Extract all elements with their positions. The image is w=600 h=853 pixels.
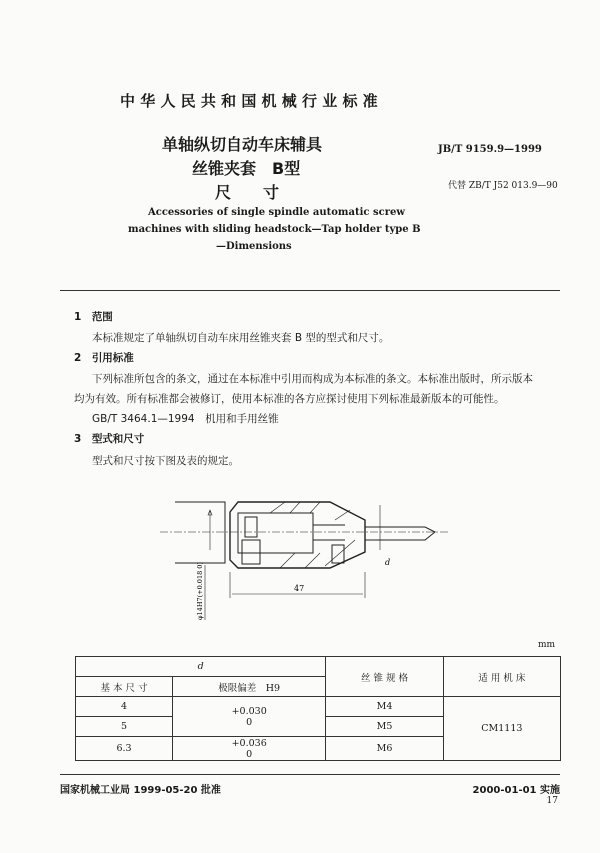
section-2-text-1: 下列标准所包含的条文，通过在本标准中引用而构成为本标准的条文。本标准出版时，所示版本 bbox=[92, 373, 533, 385]
dim-length-label: 47 bbox=[294, 584, 305, 593]
title-line-2: 丝锥夹套 B型 bbox=[192, 159, 301, 178]
page-number: 17 bbox=[546, 796, 558, 806]
col-machine: 适 用 机 床 bbox=[443, 657, 560, 697]
effective-date: 2000-01-01 实施 bbox=[472, 785, 560, 796]
english-title-2: machines with sliding headstock—Tap holder type B bbox=[128, 224, 421, 235]
tolerance-1: +0.030 0 bbox=[173, 697, 326, 737]
section-1-heading: 1 范围 bbox=[74, 311, 113, 323]
machine-cell: CM1113 bbox=[443, 697, 560, 761]
col-tol: 极限偏差 H9 bbox=[173, 677, 326, 697]
table-row: 6.3 +0.036 0 M6 bbox=[76, 737, 561, 761]
table-row: 4 +0.030 0 M4 CM1113 bbox=[76, 697, 561, 717]
unit-label: mm bbox=[538, 640, 556, 650]
standard-number: JB/T 9159.9—1999 bbox=[438, 144, 542, 155]
section-3-text: 型式和尺寸按下图及表的规定。 bbox=[92, 455, 239, 467]
replaces-standard: 代替 ZB/T J52 013.9—90 bbox=[448, 181, 558, 191]
section-1-text: 本标准规定了单轴纵切自动车床用丝锥夹套 B 型的型式和尺寸。 bbox=[92, 332, 390, 344]
col-d: d bbox=[76, 657, 326, 677]
col-tap: 丝 锥 规 格 bbox=[326, 657, 443, 697]
referenced-standard: GB/T 3464.1—1994 机用和手用丝锥 bbox=[92, 413, 279, 425]
tolerance-2: +0.036 0 bbox=[173, 737, 326, 761]
table-row: 5 M5 bbox=[76, 717, 561, 737]
dimensions-table bbox=[75, 656, 561, 761]
title-line-3: 尺 寸 bbox=[215, 183, 280, 202]
col-basic: 基 本 尺 寸 bbox=[76, 677, 173, 697]
section-3-heading: 3 型式和尺寸 bbox=[74, 433, 145, 445]
dim-bore-label: φ14H7(+0.018 0) bbox=[196, 562, 204, 620]
dim-d-label: d bbox=[385, 558, 391, 567]
english-title-1: Accessories of single spindle automatic screw bbox=[148, 207, 405, 218]
tap-holder-drawing bbox=[160, 480, 460, 620]
title-line-1: 单轴纵切自动车床辅具 bbox=[162, 135, 323, 154]
approval-note: 国家机械工业局 1999-05-20 批准 bbox=[60, 785, 221, 796]
issuing-org: 中 华 人 民 共 和 国 机 械 行 业 标 准 bbox=[120, 92, 378, 110]
section-2-heading: 2 引用标准 bbox=[74, 352, 134, 364]
section-2-text-2: 均为有效。所有标准都会被修订，使用本标准的各方应探讨使用下列标准最新版本的可能性。 bbox=[74, 393, 505, 405]
footer-divider bbox=[60, 774, 560, 775]
english-title-3: —Dimensions bbox=[216, 241, 292, 252]
header-divider bbox=[60, 290, 560, 291]
